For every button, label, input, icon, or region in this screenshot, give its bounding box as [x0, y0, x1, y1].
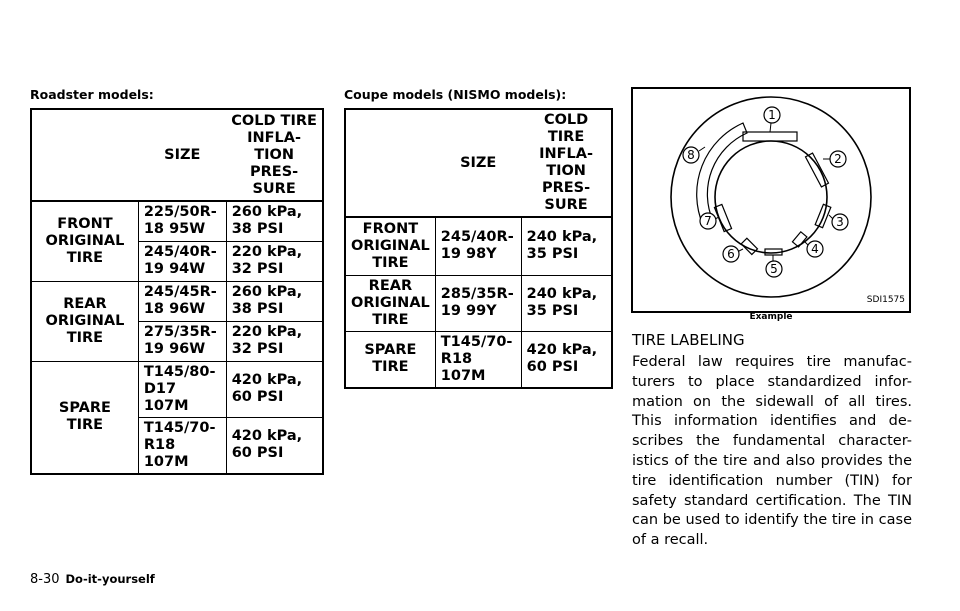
table-row	[31, 201, 323, 241]
figure-frame	[631, 87, 911, 313]
callout-4: 4	[811, 242, 819, 256]
callout-8: 8	[687, 148, 695, 162]
callout-5: 5	[770, 262, 778, 276]
coupe-tire-table	[344, 108, 613, 389]
callout-2: 2	[834, 152, 842, 166]
label-area-6	[741, 238, 757, 254]
table-row	[31, 281, 323, 321]
footer-section: Do-it-yourself	[65, 572, 155, 586]
leader-line-1	[770, 123, 771, 132]
tire-pressure: 420 kPa, 60 PSI	[226, 361, 323, 417]
tire-position: SPARE TIRE	[345, 331, 435, 388]
tire-position: REAR ORIGINAL TIRE	[31, 281, 138, 361]
tire-pressure: 260 kPa, 38 PSI	[226, 281, 323, 321]
tire-pressure: 420 kPa, 60 PSI	[226, 417, 323, 474]
section-body: Federal law requires tire manufac-turers to place standardized infor-mation on the sidewall of all tires. This information identifies and de-scribes the fundamental character-istics of the tire and also provides the tire identification number (TIN) for safety standard certification. The TIN can be used to identify the tire in case of a recall.	[632, 354, 912, 549]
tire-position: FRONT ORIGINAL TIRE	[345, 217, 435, 275]
figure-code: SDI1575	[866, 295, 905, 305]
tire-pressure: 420 kPa, 60 PSI	[521, 331, 612, 388]
leader-line-8	[699, 147, 705, 151]
tire-size: T145/80- D17 107M	[138, 361, 226, 417]
tire-sidewall-figure	[631, 87, 911, 321]
label-area-1	[743, 132, 797, 141]
callout-3: 3	[836, 215, 844, 229]
section-title: TIRE LABELING	[632, 331, 745, 349]
table-row	[345, 331, 612, 388]
tire-pressure: 220 kPa, 32 PSI	[226, 241, 323, 281]
label-area-8	[697, 123, 747, 225]
tire-size: 245/40R- 19 98Y	[435, 217, 521, 275]
page-number: 8-30	[30, 572, 60, 587]
callout-6: 6	[727, 247, 735, 261]
header-empty-cell	[31, 109, 138, 201]
table-row	[345, 217, 612, 275]
callout-7: 7	[704, 214, 712, 228]
table-header-row	[31, 109, 323, 201]
header-empty-cell	[345, 109, 435, 217]
tire-inner-ring	[715, 141, 827, 253]
tire-size: T145/70- R18 107M	[138, 417, 226, 474]
header-size: SIZE	[138, 109, 226, 201]
tire-position: SPARE TIRE	[31, 361, 138, 474]
tire-pressure: 260 kPa, 38 PSI	[226, 201, 323, 241]
tire-size: 245/40R- 19 94W	[138, 241, 226, 281]
tire-size: 225/50R- 18 95W	[138, 201, 226, 241]
roadster-tire-table	[30, 108, 324, 475]
table-header-row	[345, 109, 612, 217]
figure-caption: Example	[749, 312, 793, 322]
callout-1: 1	[768, 108, 776, 122]
tire-pressure: 240 kPa, 35 PSI	[521, 217, 612, 275]
tire-diagram	[633, 89, 909, 311]
tire-size: 285/35R- 19 99Y	[435, 275, 521, 331]
tire-position: REAR ORIGINAL TIRE	[345, 275, 435, 331]
tire-pressure: 240 kPa, 35 PSI	[521, 275, 612, 331]
header-pressure: COLD TIRE INFLA- TION PRES- SURE	[521, 109, 612, 217]
roadster-heading: Roadster models:	[30, 87, 154, 102]
table-row	[31, 361, 323, 417]
coupe-heading: Coupe models (NISMO models):	[344, 87, 567, 102]
header-size: SIZE	[435, 109, 521, 217]
header-pressure: COLD TIRE INFLA- TION PRES- SURE	[226, 109, 323, 201]
tire-size: T145/70- R18 107M	[435, 331, 521, 388]
tire-size: 275/35R- 19 96W	[138, 321, 226, 361]
tire-pressure: 220 kPa, 32 PSI	[226, 321, 323, 361]
tire-position: FRONT ORIGINAL TIRE	[31, 201, 138, 281]
page-footer	[30, 572, 155, 587]
tire-size: 245/45R- 18 96W	[138, 281, 226, 321]
table-row	[345, 275, 612, 331]
